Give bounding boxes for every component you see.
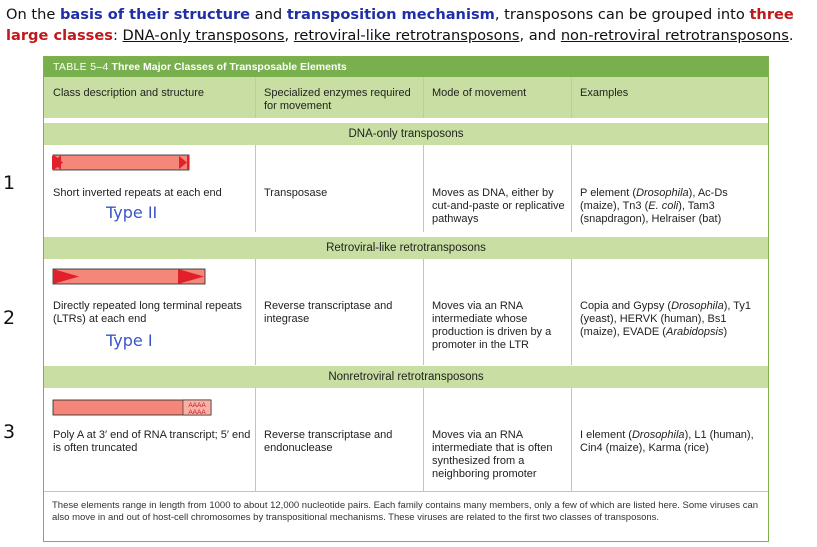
intro-highlight-classes: three large classes xyxy=(6,6,794,44)
enzymes-retroviral-like: Reverse transcriptase and integrase xyxy=(264,300,393,325)
column-divider xyxy=(571,77,572,118)
description-dna-only: Short inverted repeats at each end xyxy=(53,187,222,199)
intro-class-retroviral: retroviral-like retrotransposons xyxy=(293,27,520,44)
column-divider xyxy=(571,259,572,365)
transposon-table xyxy=(43,56,769,542)
type-label-i: Type I xyxy=(106,331,153,350)
band-nonretroviral: Nonretroviral retrotransposons xyxy=(44,366,768,388)
intro-part: and xyxy=(250,6,287,23)
description-retroviral-like: Directly repeated long terminal repeats (LTRs) at each end xyxy=(53,300,242,325)
examples-dna-only: P element (Drosophila), Ac-Ds (maize), Tn3 (E. coli), Tam3 (snapdragon), Helraiser (bat) xyxy=(580,187,728,225)
mode-retroviral-like: Moves via an RNA intermediate whose production is driven by a promoter in the LTR xyxy=(432,300,552,351)
band-dna-only: DNA-only transposons xyxy=(44,123,768,145)
examples-nonretroviral: I element (Drosophila), L1 (human), Cin4 (maize), Karma (rice) xyxy=(580,429,754,454)
enzymes-dna-only: Transposase xyxy=(264,187,328,199)
type-label-ii: Type II xyxy=(106,203,158,222)
polya-label: AAAA xyxy=(188,402,206,409)
header-examples: Examples xyxy=(580,87,629,99)
ltr-retrotransposon-diagram xyxy=(52,267,212,287)
column-divider xyxy=(255,145,256,232)
intro-part: , xyxy=(284,27,294,44)
dna-transposon-diagram xyxy=(52,153,192,173)
intro-part: , transposons can be grouped into xyxy=(494,6,750,23)
intro-part: : xyxy=(112,27,123,44)
intro-class-nonretroviral: non-retroviral retrotransposons xyxy=(560,27,789,44)
column-divider xyxy=(255,259,256,365)
column-divider xyxy=(423,145,424,232)
header-class-description: Class description and structure xyxy=(53,87,205,99)
band-retroviral-like: Retroviral-like retrotransposons xyxy=(44,237,768,259)
column-divider xyxy=(255,388,256,491)
intro-text xyxy=(6,4,814,46)
intro-part: , and xyxy=(519,27,561,44)
header-enzymes: Specialized enzymes required for movement xyxy=(264,87,411,112)
column-divider xyxy=(571,388,572,491)
mode-dna-only: Moves as DNA, either by cut-and-paste or replicative pathways xyxy=(432,187,565,225)
column-divider xyxy=(255,77,256,118)
intro-part: On the xyxy=(6,6,60,23)
intro-highlight-structure: basis of their structure xyxy=(59,6,251,23)
intro-highlight-mechanism: transposition mechanism xyxy=(286,6,495,23)
table-title xyxy=(44,57,768,77)
header-mode: Mode of movement xyxy=(432,87,527,99)
examples-retroviral-like: Copia and Gypsy (Drosophila), Ty1 (yeast), HERVK (human), Bs1 (maize), EVADE (Arabidopsis) xyxy=(580,300,752,338)
polya-label: AAAA xyxy=(188,409,206,416)
table-footnote: These elements range in length from 1000 to about 12,000 nucleotide pairs. Each family contains many members, only a few of which are listed here. Some viruses can also move in and out of host-cell chromosomes by transpositional mechanisms. These viruses are related to the first two classes of transposons. xyxy=(52,500,759,523)
table-number: TABLE 5–4 xyxy=(53,61,109,73)
column-divider xyxy=(571,145,572,232)
description-nonretroviral: Poly A at 3′ end of RNA transcript; 5′ end is often truncated xyxy=(53,429,251,454)
polya-retrotransposon-diagram xyxy=(52,396,217,418)
enzymes-nonretroviral: Reverse transcriptase and endonuclease xyxy=(264,429,393,454)
row-number-2: 2 xyxy=(3,307,16,329)
row-number-3: 3 xyxy=(3,421,16,443)
intro-part: . xyxy=(788,27,794,44)
column-divider xyxy=(423,77,424,118)
mode-nonretroviral: Moves via an RNA intermediate that is often synthesized from a neighboring promoter xyxy=(432,429,553,480)
intro-class-dna-only: DNA-only transposons xyxy=(122,27,285,44)
row-number-1: 1 xyxy=(3,172,16,194)
column-divider xyxy=(423,259,424,365)
footer-divider xyxy=(44,491,768,492)
column-divider xyxy=(423,388,424,491)
table-title-text: Three Major Classes of Transposable Elements xyxy=(111,61,347,73)
